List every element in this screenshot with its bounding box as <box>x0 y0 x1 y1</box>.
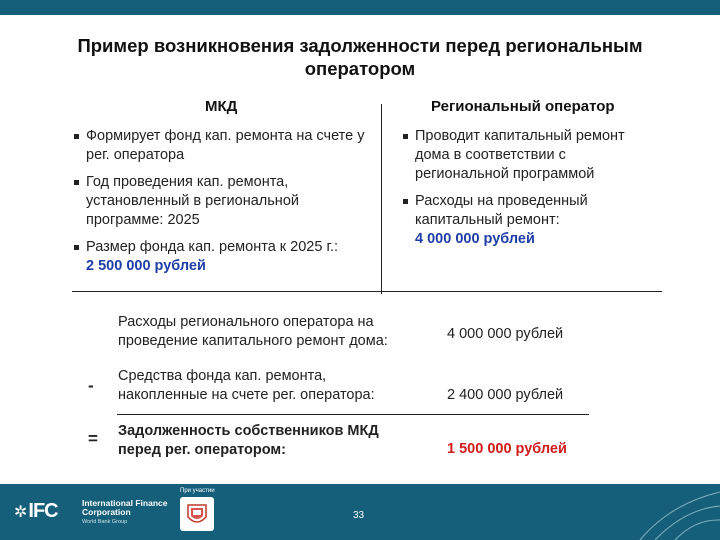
equals-operator: = <box>88 429 98 448</box>
bullet-marker <box>403 134 408 139</box>
sum-line <box>117 414 589 415</box>
right-bullet-1 <box>415 127 660 184</box>
bullet-marker <box>74 134 79 139</box>
decorative-curves <box>600 484 720 540</box>
minus-operator: - <box>88 376 94 395</box>
left-bullet-3 <box>86 238 381 276</box>
repair-cost-value: 4 000 000 рублей <box>415 231 535 247</box>
right-column-heading: Региональный оператор <box>431 98 615 115</box>
footer-bar <box>0 484 720 540</box>
calc-row-2-label: Средства фонда кап. ремонта, накопленные на счете рег. оператора: <box>118 368 375 403</box>
partner-emblem-icon <box>180 497 214 531</box>
calc-row-1-label: Расходы регионального оператора на проведение капитального ремонт дома: <box>118 314 388 349</box>
partner-label: При участии <box>180 488 215 494</box>
left-bullet-1 <box>86 127 376 165</box>
ifc-mark-text: IFC <box>28 500 58 522</box>
bullet-marker <box>74 180 79 185</box>
calc-row-2-value: 2 400 000 рублей <box>447 387 564 403</box>
left-column-heading: МКД <box>205 98 238 115</box>
left-bullet-1-text: Формирует фонд кап. ремонта на счете у рег. оператора <box>86 128 365 163</box>
calc-row-3-label: Задолженность собственников МКД перед рег. оператором: <box>118 423 379 458</box>
ifc-name: International Finance Corporation <box>82 498 168 517</box>
right-bullet-2-text: Расходы на проведенный капитальный ремонт: <box>415 193 588 228</box>
ifc-mark <box>14 500 58 523</box>
bullet-marker <box>74 245 79 250</box>
slide-title: Пример возникновения задолженности перед региональным оператором <box>77 35 643 79</box>
page-number: 33 <box>353 510 365 521</box>
calc-row-1-value: 4 000 000 рублей <box>447 326 564 342</box>
fund-size-value: 2 500 000 рублей <box>86 258 206 274</box>
section-divider <box>72 291 662 292</box>
ifc-star-icon: ✲ <box>14 504 27 521</box>
right-bullet-1-text: Проводит капитальный ремонт дома в соответствии с региональной программой <box>415 128 625 182</box>
column-divider <box>381 104 382 294</box>
ifc-sub: World Bank Group <box>82 519 128 525</box>
debt-value: 1 500 000 рублей <box>447 441 567 457</box>
left-bullet-3-text: Размер фонда кап. ремонта к 2025 г.: <box>86 239 339 255</box>
left-bullet-2 <box>86 173 336 230</box>
top-bar <box>0 0 720 15</box>
bullet-marker <box>403 199 408 204</box>
right-bullet-2 <box>415 192 640 249</box>
ifc-logo <box>14 498 174 524</box>
left-bullet-2-text: Год проведения кап. ремонта, установленный в региональной программе: 2025 <box>86 174 299 228</box>
